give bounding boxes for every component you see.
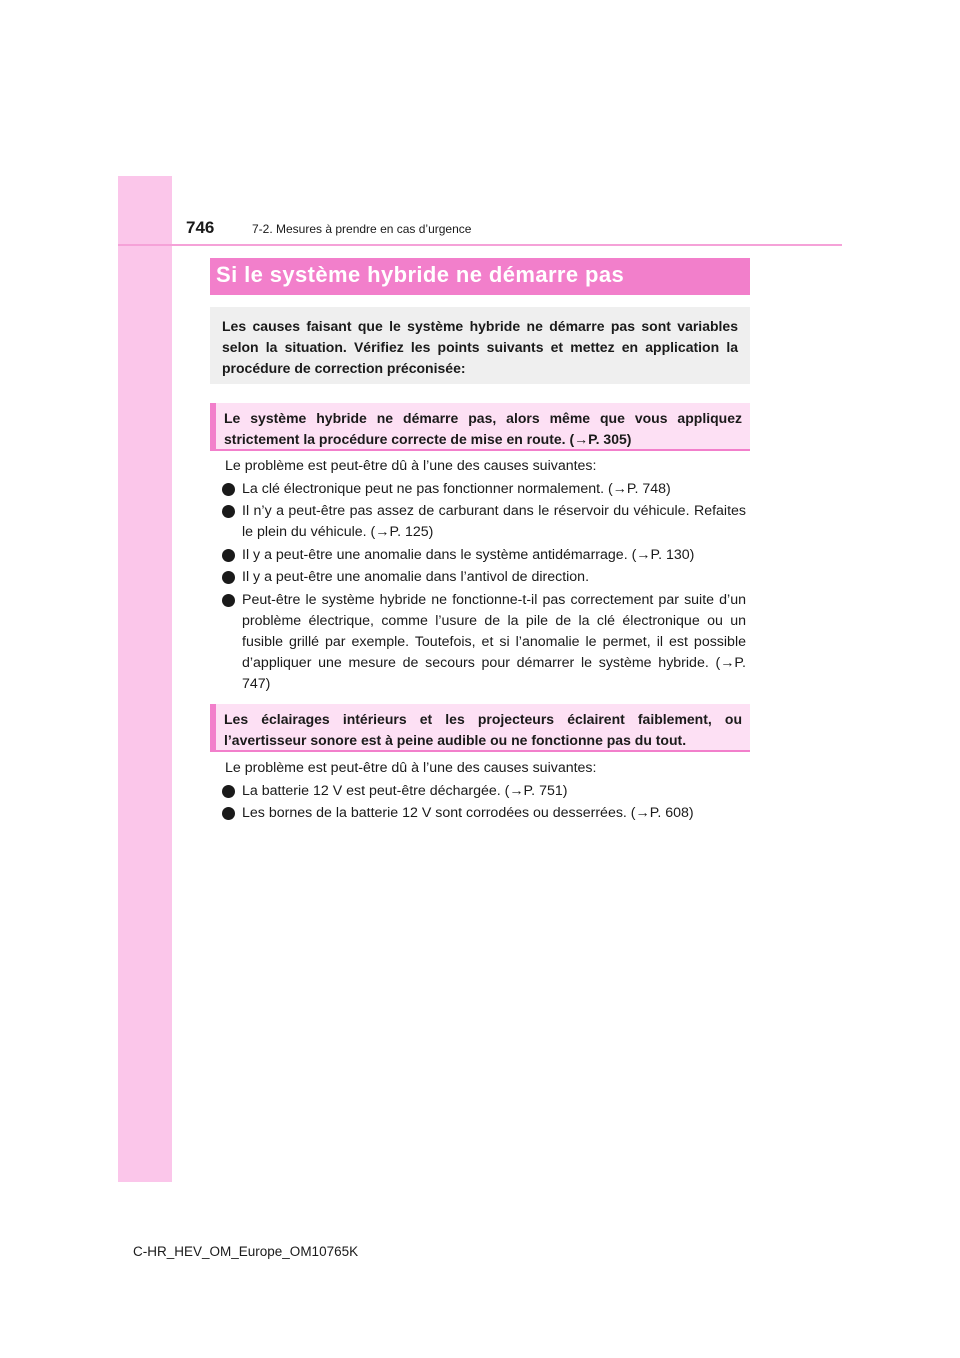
- list-item: [222, 590, 746, 695]
- bullet-icon: [222, 807, 235, 820]
- list-item-text: Il y a peut-être une anomalie dans l’antivol de direction.: [242, 569, 590, 585]
- intro-text: Les causes faisant que le système hybride ne démarre pas sont variables selon la situation. Vérifiez les points suivants et mettez en application la procédure de correction préconisée:: [222, 318, 738, 376]
- side-tab-strip: [118, 176, 172, 1182]
- bullet-icon: [222, 505, 235, 518]
- list-item: [222, 803, 746, 824]
- list-item-text: Il y a peut-être une anomalie dans le système antidémarrage. (→P. 130): [242, 547, 695, 563]
- subheading-text: Les éclairages intérieurs et les projecteurs éclairent faiblement, ou l’avertisseur sonore est à peine audible ou ne fonctionne pas du tout.: [224, 711, 742, 748]
- list-item: [222, 781, 746, 802]
- page-title: Si le système hybride ne démarre pas: [216, 262, 625, 287]
- document-footer-code: C-HR_HEV_OM_Europe_OM10765K: [133, 1244, 359, 1259]
- list-item: [222, 567, 746, 588]
- section-lead-text: Le problème est peut-être dû à l’une des causes suivantes:: [225, 458, 597, 474]
- chapter-section-label: 7-2. Mesures à prendre en cas d’urgence: [252, 222, 472, 236]
- list-item: [222, 501, 746, 543]
- list-item: [222, 479, 746, 500]
- subheading-box-start-failure: [210, 403, 750, 451]
- list-item: [222, 545, 746, 566]
- bullet-icon: [222, 483, 235, 496]
- list-item-text: Les bornes de la batterie 12 V sont corrodées ou desserrées. (→P. 608): [242, 805, 694, 821]
- section-lead-text: Le problème est peut-être dû à l’une des causes suivantes:: [225, 760, 597, 776]
- intro-box: [210, 307, 750, 384]
- header-divider: [118, 244, 842, 246]
- list-item-text: La clé électronique peut ne pas fonctionner normalement. (→P. 748): [242, 481, 671, 497]
- bullet-icon: [222, 594, 235, 607]
- subheading-text: Le système hybride ne démarre pas, alors même que vous appliquez strictement la procédure correcte de mise en route. (→P. 305): [224, 410, 742, 447]
- list-item-text: La batterie 12 V est peut-être déchargée. (→P. 751): [242, 783, 568, 799]
- bullet-icon: [222, 571, 235, 584]
- page-title-bar: [210, 258, 750, 295]
- list-item-text: Peut-être le système hybride ne fonctionne-t-il pas correctement par suite d’un problème électrique, comme l’usure de la pile de la clé électronique ou un fusible grillé par exemple. Toutefois, et si l’anomalie le permet, il est possible d’appliquer une mesure de secours pour démarrer le système hybride. (→P. 747): [242, 592, 746, 692]
- bullet-icon: [222, 549, 235, 562]
- bullet-icon: [222, 785, 235, 798]
- page-number: 746: [186, 218, 215, 237]
- subheading-box-weak-electrics: [210, 704, 750, 752]
- list-item-text: Il n’y a peut-être pas assez de carburant dans le réservoir du véhicule. Refaites le plein du véhicule. (→P. 125): [242, 503, 746, 540]
